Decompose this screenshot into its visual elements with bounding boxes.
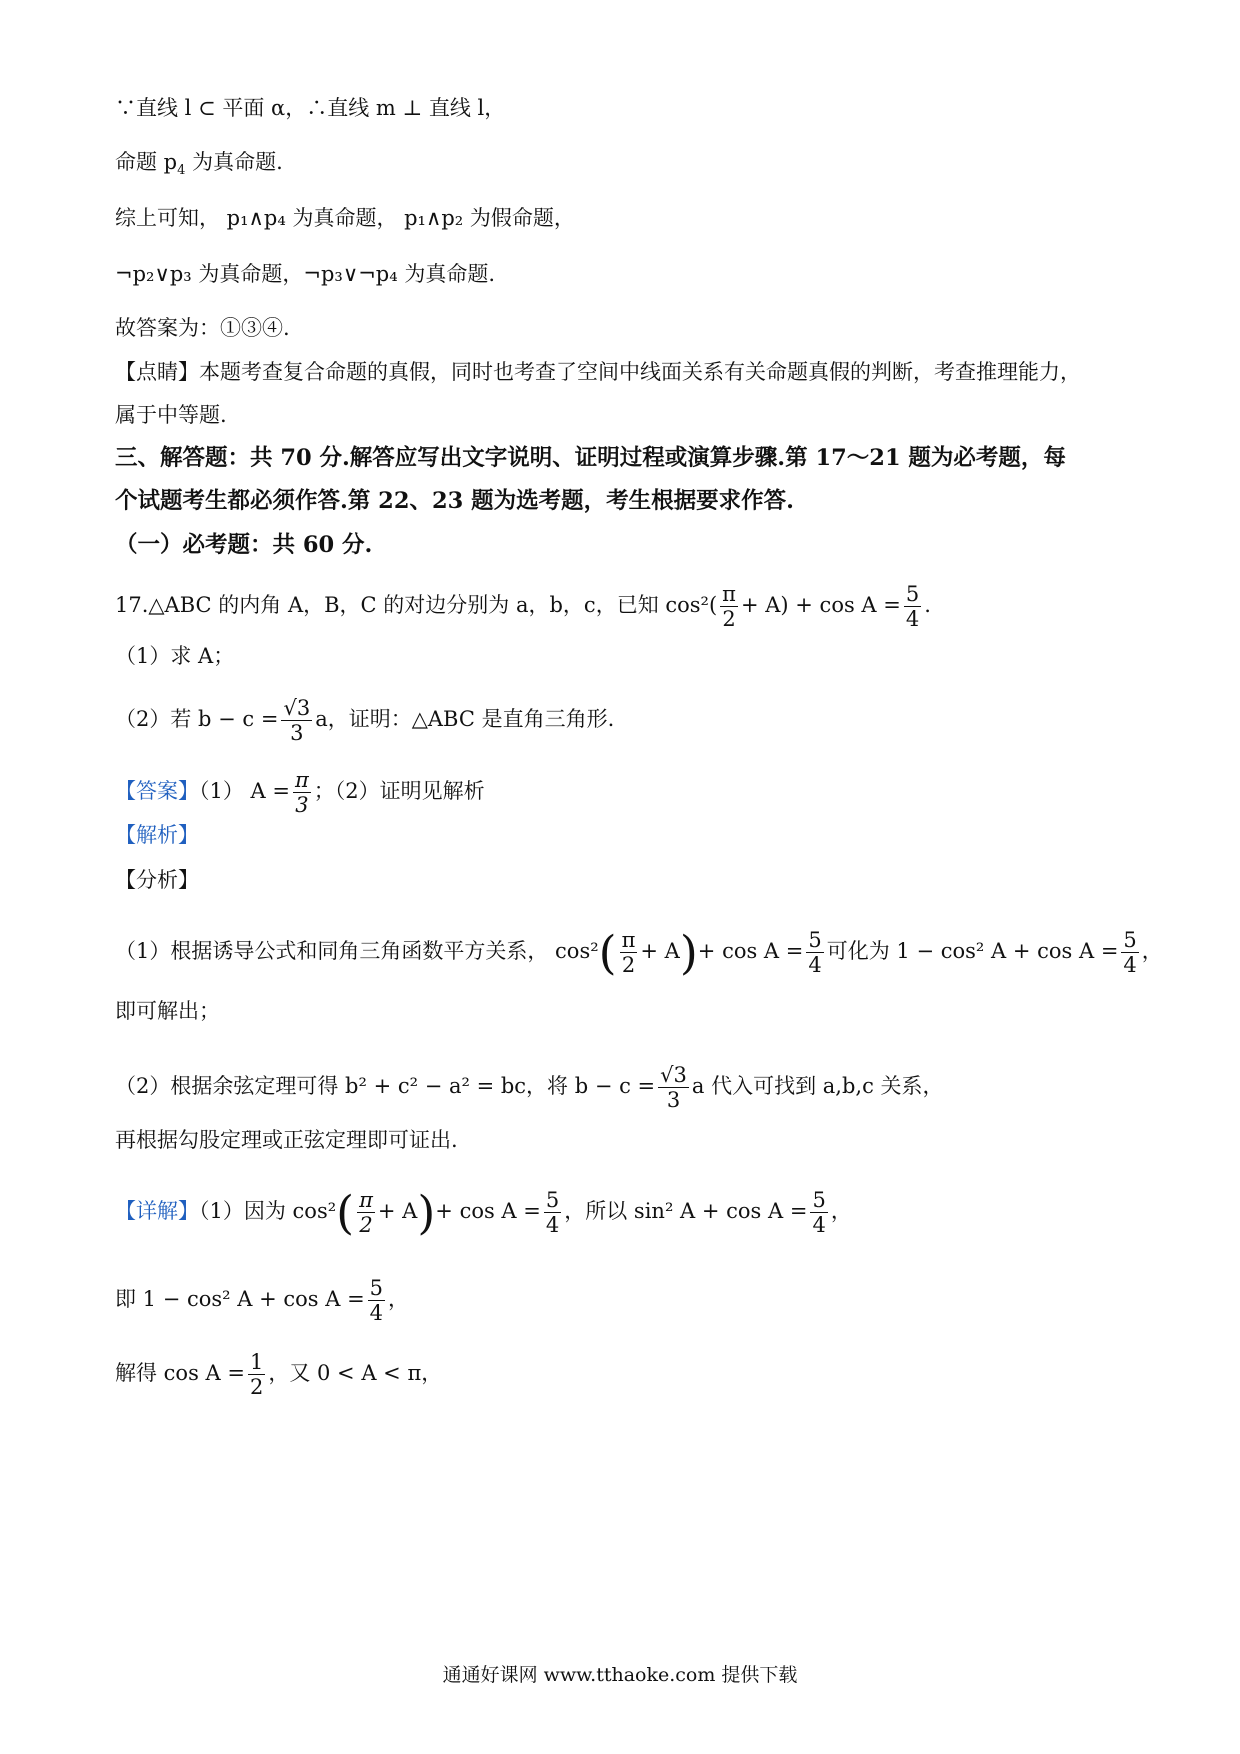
- text-line: 【点睛】本题考查复合命题的真假，同时也考查了空间中线面关系有关命题真假的判断，考查推理能力，: [115, 360, 1081, 384]
- fraction: $\frac{\pi}{2}$: [722, 582, 736, 631]
- fraction: $\frac{5}{4}$: [812, 1188, 826, 1237]
- text-line: 【详解】（1）因为 cos²( $\frac{\pi}{2}$ + A)+ cos A = $\frac{5}{4}$ ，所以 sin² A + cos A = $\frac{5}{4}$ ，: [115, 1185, 852, 1240]
- fraction: $\frac{5}{4}$: [905, 582, 920, 631]
- text-line: ∵直线 l ⊂ 平面 α，∴直线 m ⊥ 直线 l，: [115, 96, 506, 120]
- analysis-sub-tag: 【分析】: [115, 868, 199, 892]
- analysis-tag: 【解析】: [115, 823, 199, 847]
- fraction: $\frac{√3}{3}$: [283, 696, 311, 745]
- fraction: $\frac{5}{4}$: [369, 1276, 384, 1325]
- fraction: $\frac{\pi}{2}$: [359, 1188, 373, 1237]
- fraction: $\frac{5}{4}$: [808, 928, 822, 977]
- text-line: 即 1 − cos² A + cos A = $\frac{5}{4}$ ，: [115, 1276, 410, 1325]
- text-line: 故答案为：①③④.: [115, 316, 290, 340]
- text-line: 属于中等题.: [115, 403, 227, 427]
- text-line: ¬p₂∨p₃ 为真命题，¬p₃∨¬p₄ 为真命题.: [115, 262, 495, 286]
- section-heading: 个试题考生都必须作答.第 22、23 题为选考题，考生根据要求作答.: [115, 488, 794, 514]
- text-line: （2）根据余弦定理可得 b² + c² − a² = bc，将 b − c = $\frac{√3}{3}$ a 代入可找到 a,b,c 关系，: [115, 1063, 944, 1112]
- fraction: $\frac{\pi}{2}$: [621, 928, 636, 977]
- section-heading: 三、解答题：共 70 分.解答应写出文字说明、证明过程或演算步骤.第 17～21 题为必考题，每: [115, 445, 1066, 471]
- page-footer: 通通好课网 www.tthaoke.com 提供下载: [442, 1664, 798, 1686]
- text-line: （2）若 b − c = $\frac{√3}{3}$ a，证明：△ABC 是直角三角形.: [115, 696, 615, 745]
- text-line: 解得 cos A = $\frac{1}{2}$ ，又 0 < A < π，: [115, 1350, 443, 1399]
- text-line: 综上可知， p₁∧p₄ 为真命题， p₁∧p₂ 为假命题，: [115, 206, 575, 230]
- fraction: $\frac{\pi}{3}$: [294, 768, 309, 817]
- text-line: （1）根据诱导公式和同角三角函数平方关系， cos²( $\frac{\pi}{2}$ + A)+ cos A = $\frac{5}{4}$ 可化为 1 − cos² A + cos A = $\frac{5}{4}$ ，: [115, 925, 1163, 980]
- fraction: $\frac{5}{4}$: [1123, 928, 1137, 977]
- text-line: 命题 $p_4$ 为真命题.: [115, 150, 283, 179]
- fraction: $\frac{1}{2}$: [249, 1350, 264, 1399]
- fraction: $\frac{5}{4}$: [545, 1188, 560, 1237]
- fraction: $\frac{√3}{3}$: [660, 1063, 687, 1112]
- text-line: 即可解出；: [115, 999, 220, 1023]
- subsection-heading: （一）必考题：共 60 分.: [115, 532, 373, 558]
- text-line: （1）求 A；: [115, 644, 235, 668]
- question-17: 17.△ABC 的内角 A，B，C 的对边分别为 a，b，c，已知 cos²( $\frac{\pi}{2}$ + A) + cos A = $\frac{5}{4}$ .: [115, 582, 931, 631]
- text-line: 再根据勾股定理或正弦定理即可证出.: [115, 1128, 458, 1152]
- answer-line: 【答案】（1） A = $\frac{\pi}{3}$ ；（2）证明见解析: [115, 768, 485, 817]
